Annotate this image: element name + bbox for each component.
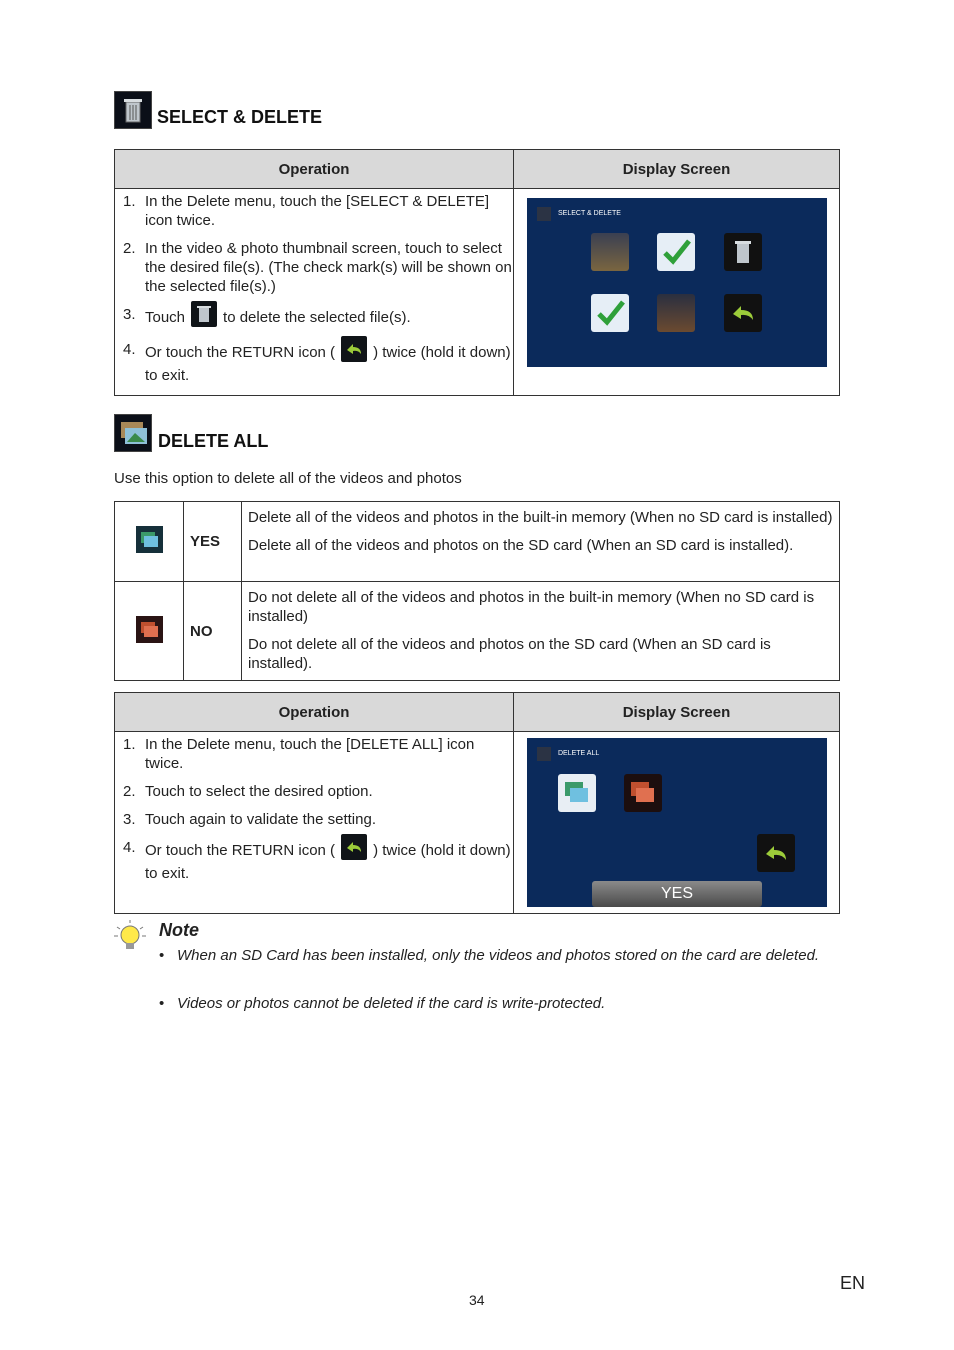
display-screen-select-delete [527,198,827,367]
bullet: • [159,995,165,1012]
bullet: • [159,947,165,964]
note-item: When an SD Card has been installed, only the videos and photos stored on the card are deleted. [177,947,820,964]
screen-title: SELECT & DELETE [558,210,621,217]
photo-thumbnail-icon [657,294,695,332]
delete-all-options-table [114,501,840,681]
page-number: 34 [469,1292,485,1308]
option-description: Delete all of the videos and photos on the SD card (When an SD card is installed). [248,537,794,554]
step-item: 4. Or touch the RETURN icon ( ) twice (hold it down) to exit. [116,838,512,883]
step-item: 2. In the video & photo thumbnail screen, touch to select the desired file(s). (The check mark(s) will be shown on the selected file(s).) [123,240,512,295]
yes-option-icon [136,526,163,553]
note-title: Note [159,920,199,940]
yes-label: YES [184,502,242,582]
yes-option-icon[interactable] [558,774,596,812]
trash-icon [114,91,152,129]
section-title-select-delete: SELECT & DELETE [157,107,323,127]
note-item: Videos or photos cannot be deleted if the card is write-protected. [177,995,606,1012]
return-icon [341,834,367,860]
option-description: Delete all of the videos and photos in the built-in memory (When no SD card is installed) [248,509,833,526]
delete-all-icon [114,414,152,452]
trash-icon [191,301,217,327]
operation-steps [116,735,512,883]
language-label: EN [840,1273,866,1293]
step-item: 1. In the Delete menu, touch the [DELETE ALL] icon twice. [123,736,475,772]
display-screen-header: Display Screen [514,150,840,189]
return-icon [341,336,367,362]
step-item: 1. In the Delete menu, touch the [SELECT & DELETE] icon twice. [123,193,490,229]
return-icon[interactable] [757,834,795,872]
return-icon [724,294,762,332]
delete-all-operation-table [114,692,840,914]
step-item: 3. Touch again to validate the setting. [123,811,376,828]
video-thumbnail-icon [591,233,629,271]
screen-title: DELETE ALL [558,750,600,757]
operation-steps [116,192,512,385]
delete-all-menu-icon [537,747,551,761]
operation-header: Operation [115,693,514,732]
checked-thumbnail-icon [591,294,629,332]
display-screen-delete-all [527,738,827,907]
step-item: 4. Or touch the RETURN icon ( ) twice (hold it down) to exit. [116,340,512,385]
delete-all-intro: Use this option to delete all of the videos and photos [114,470,462,487]
checked-thumbnail-icon [657,233,695,271]
option-description: Do not delete all of the videos and photos in the built-in memory (When no SD card is installed) [248,589,815,625]
trash-icon [724,233,762,271]
lightbulb-icon [112,919,148,953]
no-option-icon [136,616,163,643]
section-title-delete-all: DELETE ALL [158,431,269,451]
step-item: 3. Touch to delete the selected file(s). [116,305,512,331]
option-description: Do not delete all of the videos and photos on the SD card (When an SD card is installed). [248,636,771,672]
no-option-icon[interactable] [624,774,662,812]
no-label: NO [184,582,242,681]
yes-confirm-button[interactable]: YES [592,881,762,907]
select-delete-table [114,149,840,396]
operation-header: Operation [115,150,514,189]
display-screen-header: Display Screen [514,693,840,732]
option-row-no [115,582,840,681]
delete-menu-icon [537,207,551,221]
step-item: 2. Touch to select the desired option. [123,783,373,800]
option-row-yes [115,502,840,582]
